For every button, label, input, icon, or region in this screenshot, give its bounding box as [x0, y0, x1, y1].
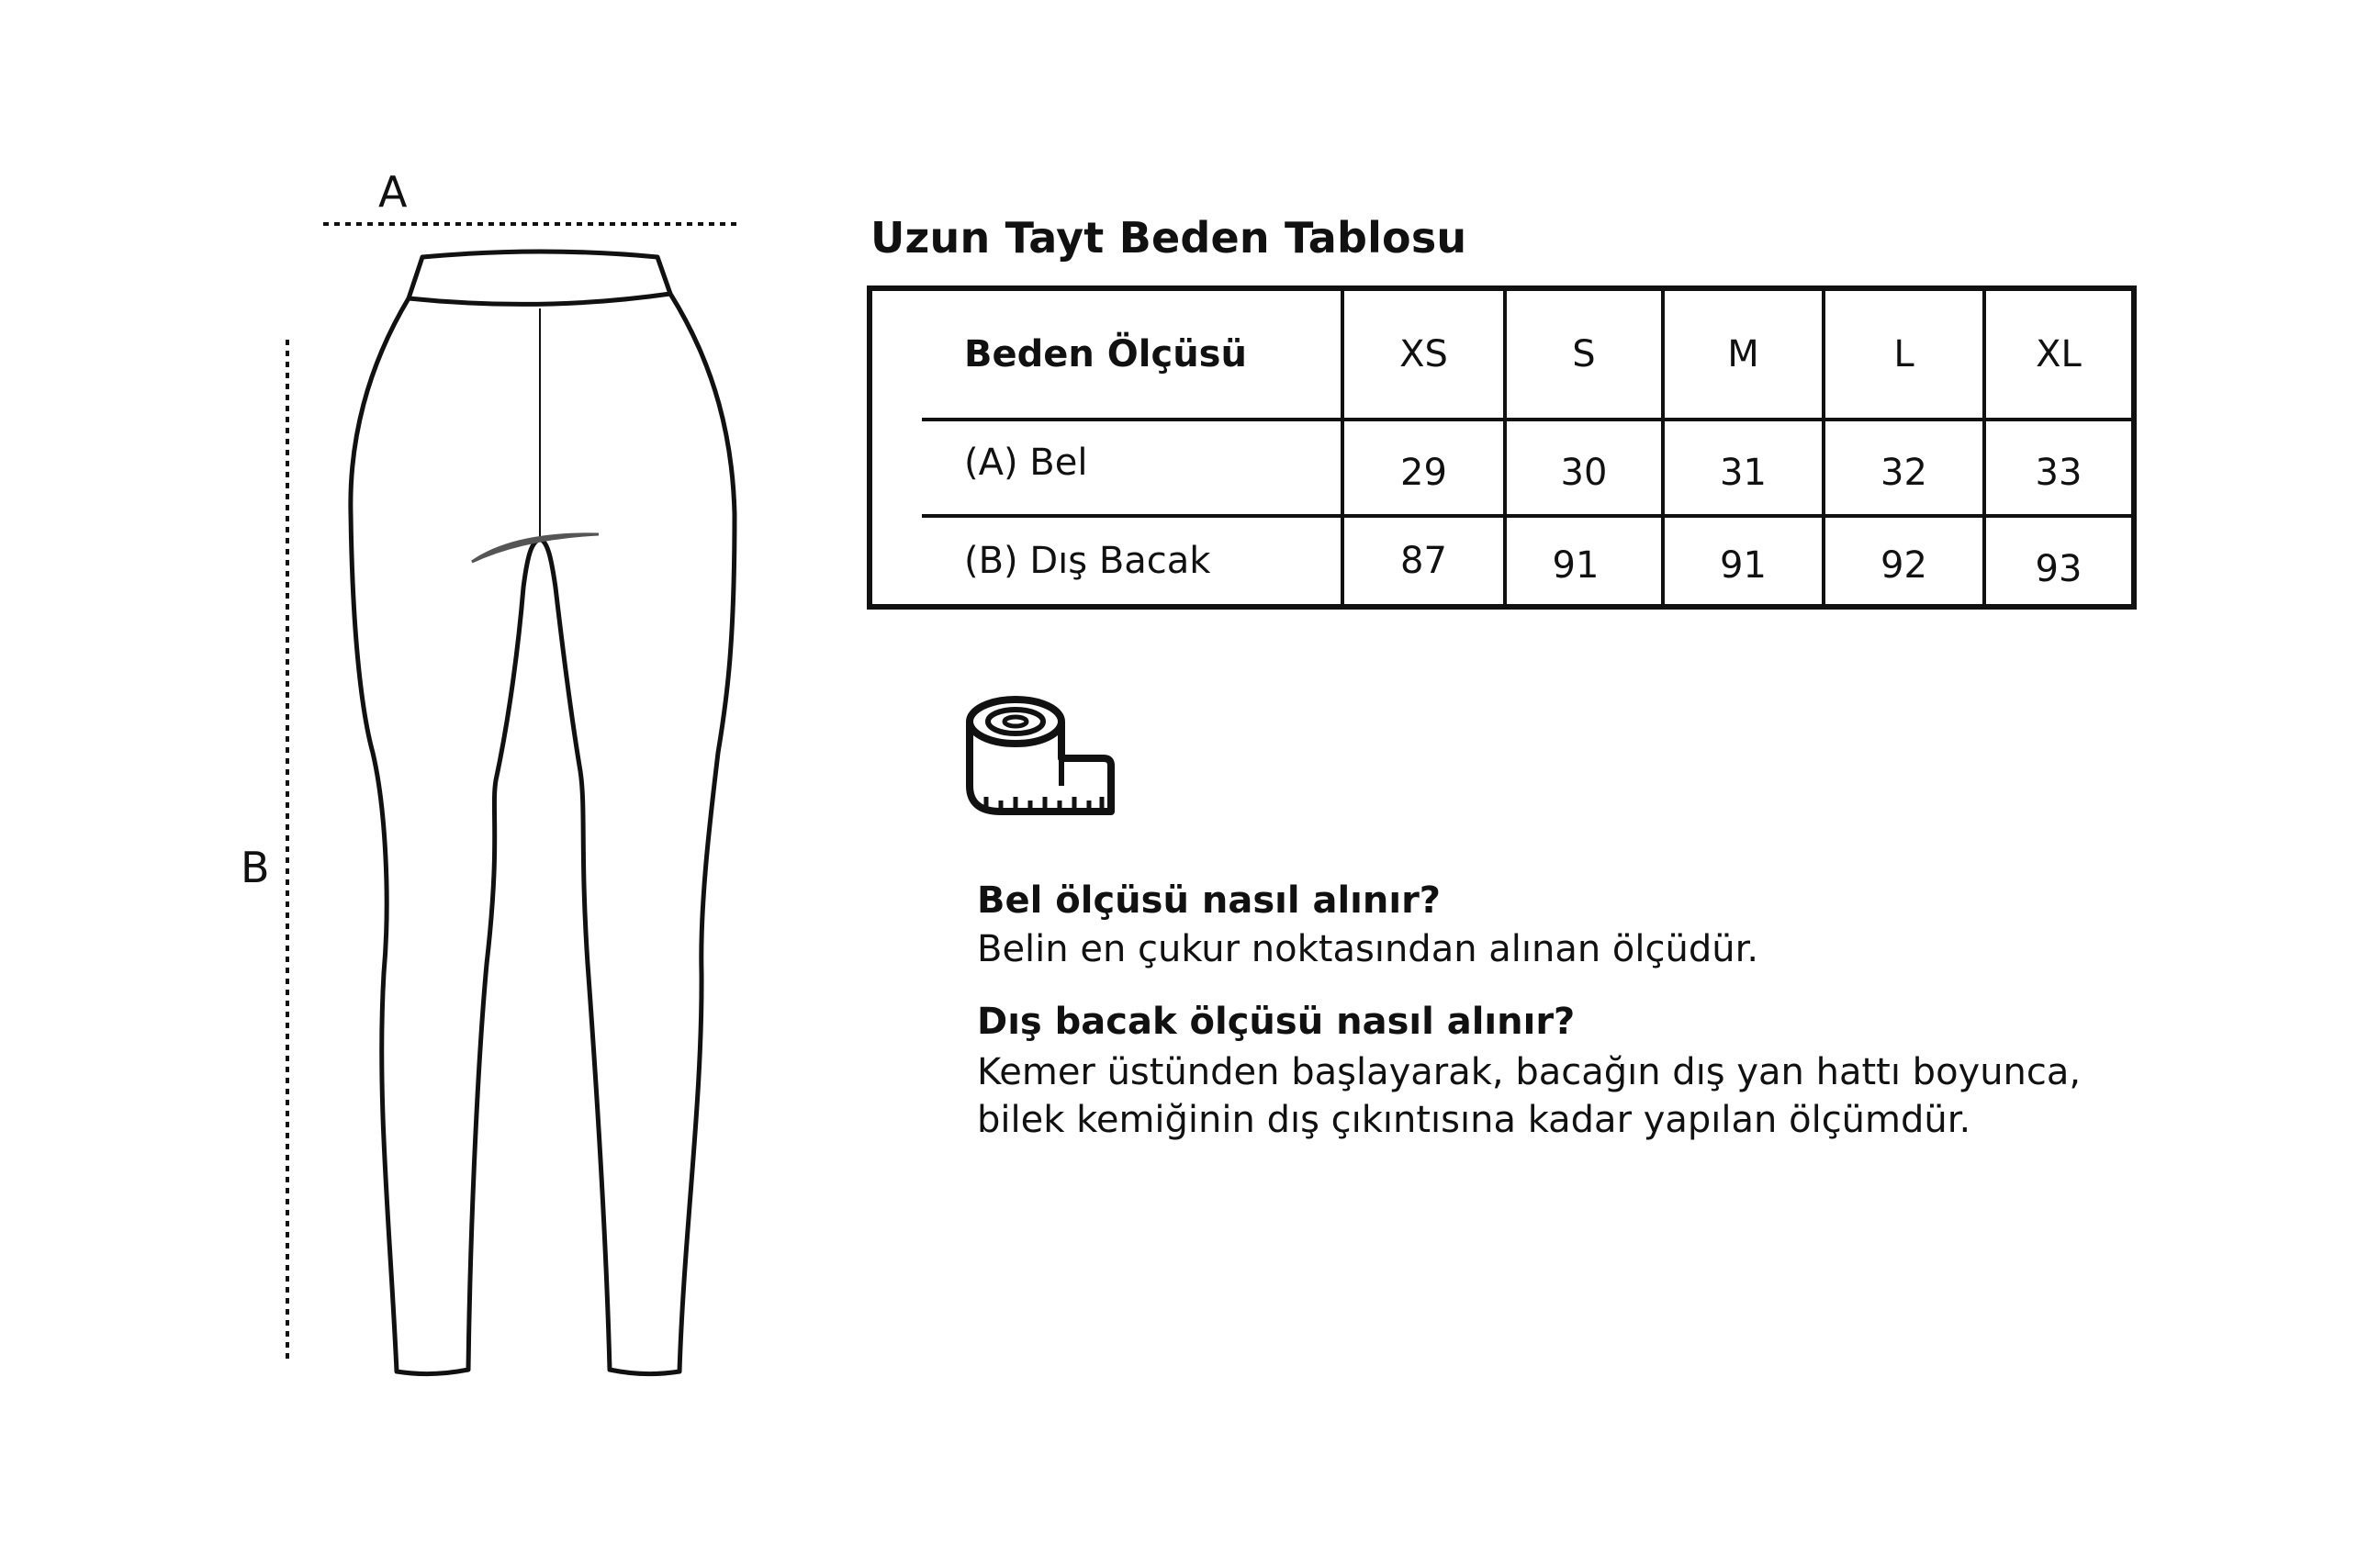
size-header-s: S	[1572, 333, 1596, 375]
outer-leg-answer-line-2: bilek kemiğinin dış çıkıntısına kadar yapılan ölçümdür.	[977, 1099, 1971, 1141]
waist-value-m: 31	[1720, 451, 1767, 494]
row-label-outer-leg: (B) Dış Bacak	[964, 540, 1211, 582]
waist-value-l: 32	[1880, 451, 1927, 494]
outer-leg-question: Dış bacak ölçüsü nasıl alınır?	[977, 1001, 1576, 1043]
outer-leg-value-m: 91	[1720, 544, 1767, 587]
size-table-title: Uzun Tayt Beden Tablosu	[870, 213, 1467, 263]
crotch-gusset	[472, 534, 599, 562]
outer-leg-value-l: 92	[1880, 544, 1927, 587]
leggings-outline	[351, 294, 735, 1374]
row-label-waist: (A) Bel	[964, 442, 1088, 484]
waist-value-s: 30	[1560, 451, 1608, 494]
outer-leg-value-s: 91	[1552, 544, 1600, 587]
waist-question: Bel ölçüsü nasıl alınır?	[977, 879, 1441, 922]
size-header-m: M	[1727, 333, 1759, 375]
waist-value-xs: 29	[1400, 451, 1447, 494]
size-header-l: L	[1893, 333, 1914, 375]
table-header-label: Beden Ölçüsü	[964, 333, 1247, 375]
waistband-outline	[409, 252, 670, 304]
size-header-xs: XS	[1399, 333, 1448, 375]
size-header-xl: XL	[2036, 333, 2082, 375]
dimension-label-a: A	[378, 167, 408, 217]
waist-value-xl: 33	[2035, 451, 2082, 494]
measuring-tape-icon	[964, 694, 1120, 823]
dimension-label-b: B	[241, 843, 270, 892]
outer-leg-value-xs: 87	[1400, 540, 1447, 582]
waist-answer: Belin en çukur noktasından alınan ölçüdür.	[977, 928, 1759, 970]
outer-leg-answer-line-1: Kemer üstünden başlayarak, bacağın dış yan hattı boyunca,	[977, 1051, 2082, 1093]
size-table	[867, 285, 2137, 610]
outer-leg-value-xl: 93	[2035, 548, 2082, 590]
